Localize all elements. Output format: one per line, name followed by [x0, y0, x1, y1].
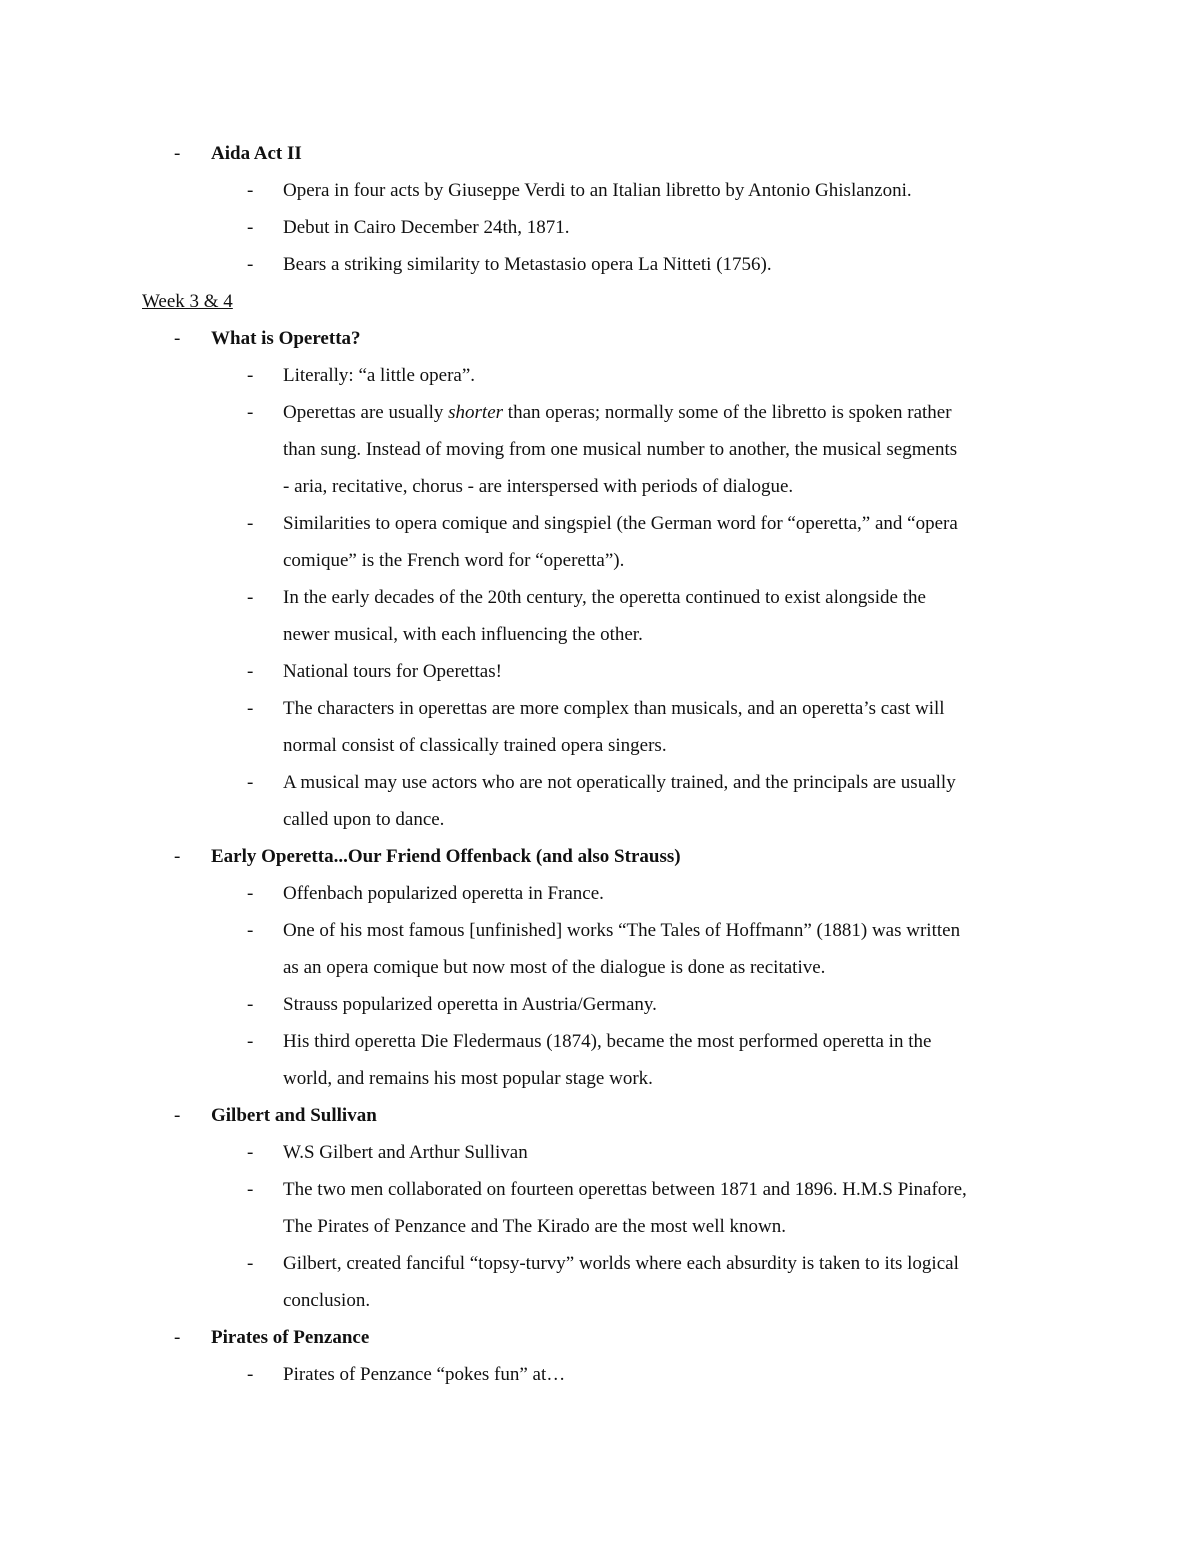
bullet-dash: -: [247, 1253, 254, 1274]
section-heading: What is Operetta?: [211, 328, 361, 349]
bullet-text: newer musical, with each influencing the other.: [283, 624, 643, 645]
bullet-item: [0, 209, 1200, 246]
bullet-item: [0, 1134, 1200, 1171]
emphasis-text: shorter: [448, 402, 504, 423]
bullet-text: Literally: “a little opera”.: [283, 365, 476, 386]
bullet-item: [0, 1023, 1200, 1060]
bullet-dash: -: [247, 1142, 254, 1163]
bullet-continuation: [0, 801, 1200, 838]
section-heading: Aida Act II: [211, 143, 302, 164]
week-heading-line: [0, 283, 1200, 320]
bullet-continuation: [0, 1282, 1200, 1319]
bullet-dash: -: [247, 217, 254, 238]
bullet-continuation: [0, 542, 1200, 579]
bullet-continuation: [0, 727, 1200, 764]
bullet-text: normal consist of classically trained opera singers.: [283, 735, 667, 756]
bullet-dash: -: [247, 883, 254, 904]
section-heading: Gilbert and Sullivan: [211, 1105, 377, 1126]
bullet-item: [0, 690, 1200, 727]
section-heading-line: [0, 135, 1200, 172]
bullet-text: as an opera comique but now most of the dialogue is done as recitative.: [283, 957, 826, 978]
bullet-dash: -: [247, 698, 254, 719]
bullet-dash: -: [247, 180, 254, 201]
bullet-dash: -: [247, 1364, 254, 1385]
bullet-text: conclusion.: [283, 1290, 371, 1311]
bullet-dash: -: [247, 772, 254, 793]
bullet-dash: -: [247, 365, 254, 386]
bullet-text: A musical may use actors who are not operatically trained, and the principals are usually: [283, 772, 956, 793]
bullet-dash: -: [174, 846, 181, 867]
bullet-continuation: [0, 1208, 1200, 1245]
bullet-item: [0, 1356, 1200, 1393]
bullet-text: Opera in four acts by Giuseppe Verdi to an Italian libretto by Antonio Ghislanzoni.: [283, 180, 912, 201]
bullet-item: [0, 653, 1200, 690]
bullet-dash: -: [174, 143, 181, 164]
bullet-item: [0, 875, 1200, 912]
bullet-text: The Pirates of Penzance and The Kirado are the most well known.: [283, 1216, 786, 1237]
bullet-continuation: [0, 616, 1200, 653]
bullet-dash: -: [247, 661, 254, 682]
bullet-dash: -: [247, 920, 254, 941]
bullet-dash: -: [247, 994, 254, 1015]
text-run: than operas; normally some of the libretto is spoken rather: [503, 402, 952, 423]
bullet-dash: -: [174, 328, 181, 349]
section-heading: Early Operetta...Our Friend Offenback (and also Strauss): [211, 846, 681, 867]
bullet-item: [0, 579, 1200, 616]
bullet-item: [0, 1171, 1200, 1208]
bullet-text: His third operetta Die Fledermaus (1874), became the most performed operetta in the: [283, 1031, 932, 1052]
document-page: [0, 135, 1200, 1393]
section-heading: Pirates of Penzance: [211, 1327, 370, 1348]
bullet-text: - aria, recitative, chorus - are interspersed with periods of dialogue.: [283, 476, 794, 497]
bullet-dash: -: [174, 1327, 181, 1348]
bullet-text: than sung. Instead of moving from one musical number to another, the musical segments: [283, 439, 958, 460]
bullet-item: [0, 986, 1200, 1023]
bullet-text: Offenbach popularized operetta in France.: [283, 883, 604, 904]
bullet-text: The characters in operettas are more complex than musicals, and an operetta’s cast will: [283, 698, 945, 719]
bullet-dash: -: [174, 1105, 181, 1126]
week-heading: Week 3 & 4: [142, 291, 233, 312]
bullet-text: Debut in Cairo December 24th, 1871.: [283, 217, 570, 238]
bullet-dash: -: [247, 402, 254, 423]
bullet-text: [283, 394, 952, 431]
text-run: Operettas are usually: [283, 402, 449, 423]
bullet-item: [0, 1245, 1200, 1282]
bullet-item: [0, 357, 1200, 394]
bullet-text: Similarities to opera comique and singspiel (the German word for “operetta,” and “opera: [283, 513, 958, 534]
bullet-text: Bears a striking similarity to Metastasio opera La Nitteti (1756).: [283, 254, 772, 275]
section-heading-line: [0, 320, 1200, 357]
bullet-item: [0, 172, 1200, 209]
bullet-item: [0, 912, 1200, 949]
bullet-text: Pirates of Penzance “pokes fun” at…: [283, 1364, 566, 1385]
bullet-dash: -: [247, 1031, 254, 1052]
bullet-text: called upon to dance.: [283, 809, 445, 830]
bullet-item: [0, 394, 1200, 431]
bullet-text: National tours for Operettas!: [283, 661, 502, 682]
bullet-text: W.S Gilbert and Arthur Sullivan: [283, 1142, 528, 1163]
bullet-dash: -: [247, 513, 254, 534]
bullet-text: Gilbert, created fanciful “topsy-turvy” worlds where each absurdity is taken to its logical: [283, 1253, 959, 1274]
bullet-dash: -: [247, 587, 254, 608]
bullet-continuation: [0, 1060, 1200, 1097]
bullet-item: [0, 246, 1200, 283]
bullet-continuation: [0, 468, 1200, 505]
bullet-text: The two men collaborated on fourteen operettas between 1871 and 1896. H.M.S Pinafore,: [283, 1179, 967, 1200]
bullet-continuation: [0, 431, 1200, 468]
bullet-text: In the early decades of the 20th century, the operetta continued to exist alongside the: [283, 587, 926, 608]
bullet-item: [0, 764, 1200, 801]
section-heading-line: [0, 838, 1200, 875]
bullet-dash: -: [247, 1179, 254, 1200]
bullet-text: One of his most famous [unfinished] works “The Tales of Hoffmann” (1881) was written: [283, 920, 961, 941]
bullet-text: Strauss popularized operetta in Austria/Germany.: [283, 994, 657, 1015]
section-heading-line: [0, 1319, 1200, 1356]
bullet-dash: -: [247, 254, 254, 275]
bullet-continuation: [0, 949, 1200, 986]
section-heading-line: [0, 1097, 1200, 1134]
bullet-text: comique” is the French word for “operetta”).: [283, 550, 625, 571]
bullet-text: world, and remains his most popular stage work.: [283, 1068, 653, 1089]
bullet-item: [0, 505, 1200, 542]
